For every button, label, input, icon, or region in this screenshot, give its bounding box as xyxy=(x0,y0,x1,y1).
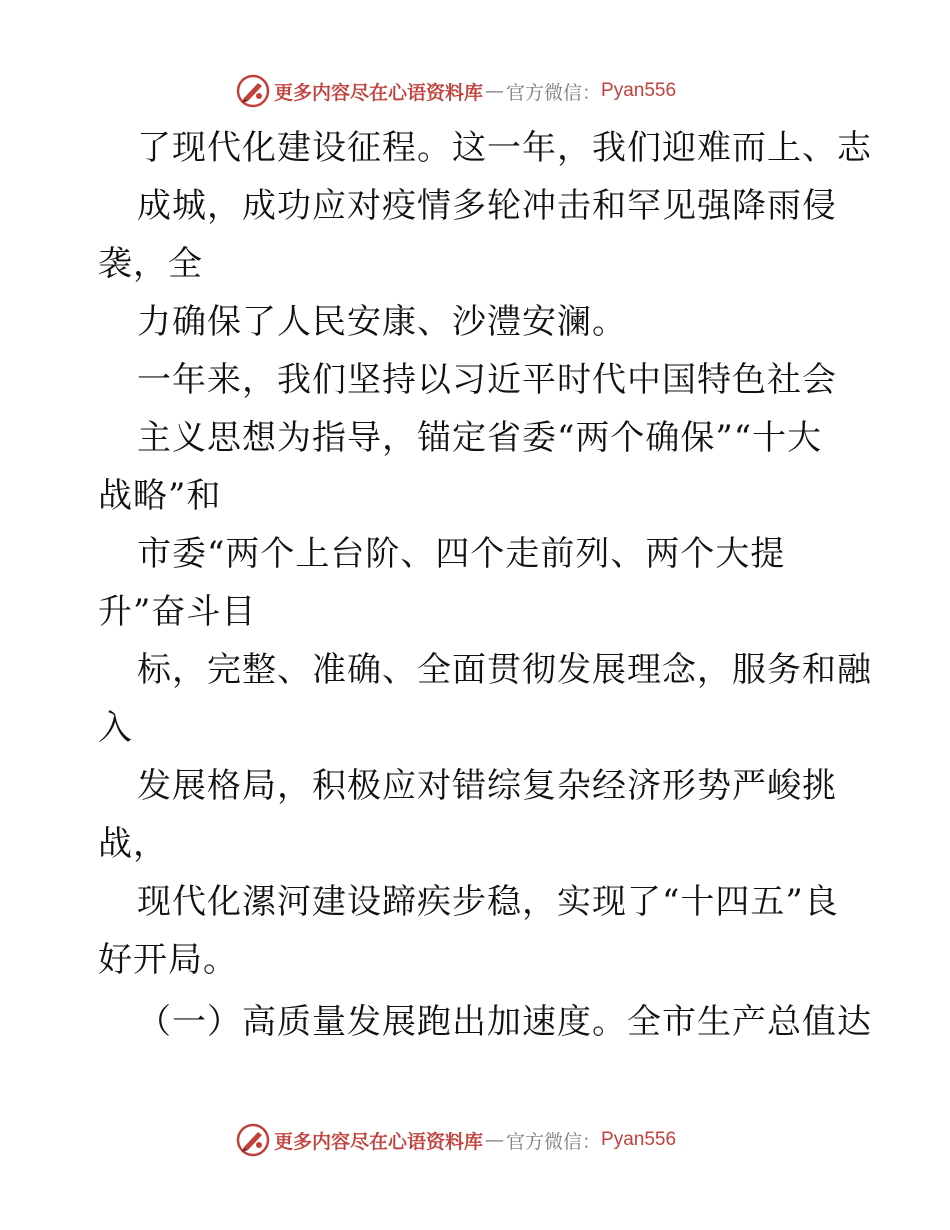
wechat-label: 官方微信： xyxy=(506,1130,602,1153)
wechat-label: 官方微信： xyxy=(506,81,602,104)
text-line: 力确保了人民安康、沙澧安澜。 xyxy=(137,302,627,342)
text-line: 升”奋斗目 xyxy=(98,592,257,632)
header-banner xyxy=(236,73,676,109)
banner-dash: — xyxy=(485,1129,505,1151)
text-line: （一）高质量发展跑出加速度。全市生产总值达 xyxy=(137,1002,872,1042)
text-line: 主义思想为指导，锚定省委“两个确保”“十大 xyxy=(137,418,823,458)
text-line: 现代化漯河建设蹄疾步稳，实现了“十四五”良 xyxy=(137,882,839,922)
text-line: 发展格局，积极应对错综复杂经济形势严峻挑 xyxy=(137,766,837,806)
banner-text: 更多内容尽在心语资料库 xyxy=(274,1130,484,1153)
text-line: 好开局。 xyxy=(98,940,238,980)
text-line: 战， xyxy=(98,824,168,864)
text-line: 了现代化建设征程。这一年，我们迎难而上、志 xyxy=(137,128,872,168)
banner-text: 更多内容尽在心语资料库 xyxy=(274,81,484,104)
pen-logo-icon xyxy=(236,74,270,108)
footer-banner xyxy=(236,1122,676,1158)
banner-dash: — xyxy=(485,80,505,102)
wechat-id: Pyan556 xyxy=(601,1129,677,1150)
text-line: 一年来，我们坚持以习近平时代中国特色社会 xyxy=(137,360,837,400)
text-line: 入 xyxy=(98,708,133,748)
text-line: 成城，成功应对疫情多轮冲击和罕见强降雨侵 xyxy=(137,186,837,226)
text-line: 标，完整、准确、全面贯彻发展理念，服务和融 xyxy=(137,650,872,690)
text-line: 市委“两个上台阶、四个走前列、两个大提 xyxy=(137,534,786,574)
wechat-id: Pyan556 xyxy=(601,80,677,101)
text-line: 袭，全 xyxy=(98,244,203,284)
text-line: 战略”和 xyxy=(98,476,222,516)
pen-logo-icon xyxy=(236,1123,270,1157)
